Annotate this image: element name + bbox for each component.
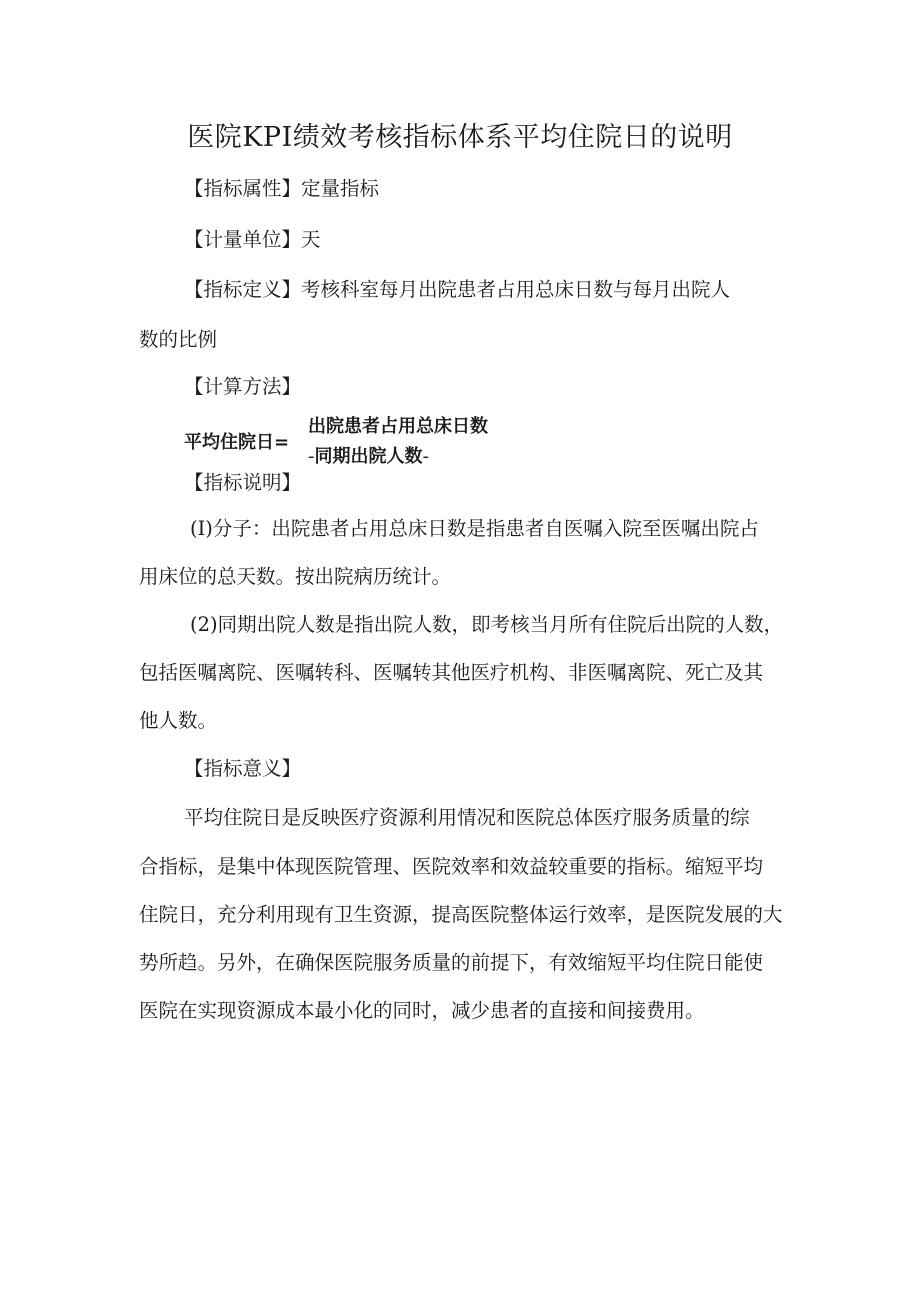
formula-numerator: 出院患者占用总床日数 <box>308 416 488 437</box>
page-title: 医院KPI绩效考核指标体系平均住院日的说明 <box>187 122 733 153</box>
significance-label: 【指标意义】 <box>184 757 302 780</box>
formula-denominator: 同期出院人数 <box>314 446 423 467</box>
explanation-item1-line1: (I)分子：出院患者占用总床日数是指患者自医嘱入院至医嘱出院占 <box>190 517 759 540</box>
explanation-item2-line3: 他人数。 <box>139 709 218 732</box>
definition-text-line2: 数的比例 <box>139 328 218 351</box>
significance-line3: 住院日，充分利用现有卫生资源，提高医院整体运行效率，是医院发展的大 <box>139 903 783 926</box>
formula-denominator-suffix: - <box>422 446 429 467</box>
definition-label: 【指标定义】 <box>184 278 302 301</box>
attribute-label: 【指标属性】 <box>184 177 302 200</box>
significance-line5: 医院在实现资源成本最小化的同时，减少患者的直接和间接费用。 <box>139 999 705 1022</box>
formula-lhs: 平均住院日= <box>184 432 290 453</box>
definition-row <box>184 275 730 305</box>
significance-line2: 合指标，是集中体现医院管理、医院效率和效益较重要的指标。缩短平均 <box>139 855 764 878</box>
explanation-item1-line2: 用床位的总天数。按出院病历统计。 <box>139 565 452 588</box>
unit-label: 【计量单位】 <box>184 228 302 251</box>
unit-value: 天 <box>301 228 321 251</box>
explanation-label: 【指标说明】 <box>184 471 302 494</box>
unit-row <box>184 225 321 255</box>
definition-text-line1: 考核科室每月出院患者占用总床日数与每月出院人 <box>301 278 731 301</box>
method-label: 【计算方法】 <box>184 375 302 398</box>
significance-line4: 势所趋。另外，在确保医院服务质量的前提下，有效缩短平均住院日能使 <box>139 951 764 974</box>
attribute-row <box>184 174 379 204</box>
formula-denominator-prefix: - <box>308 446 315 467</box>
explanation-item2-line1: (2)同期出院人数是指出院人数，即考核当月所有住院后出院的人数， <box>190 613 784 636</box>
formula-denominator-row <box>308 442 429 468</box>
attribute-value: 定量指标 <box>301 177 380 200</box>
explanation-item2-line2: 包括医嘱离院、医嘱转科、医嘱转其他医疗机构、非医嘱离院、死亡及其 <box>139 661 764 684</box>
significance-line1: 平均住院日是反映医疗资源利用情况和医院总体医疗服务质量的综 <box>184 806 750 829</box>
